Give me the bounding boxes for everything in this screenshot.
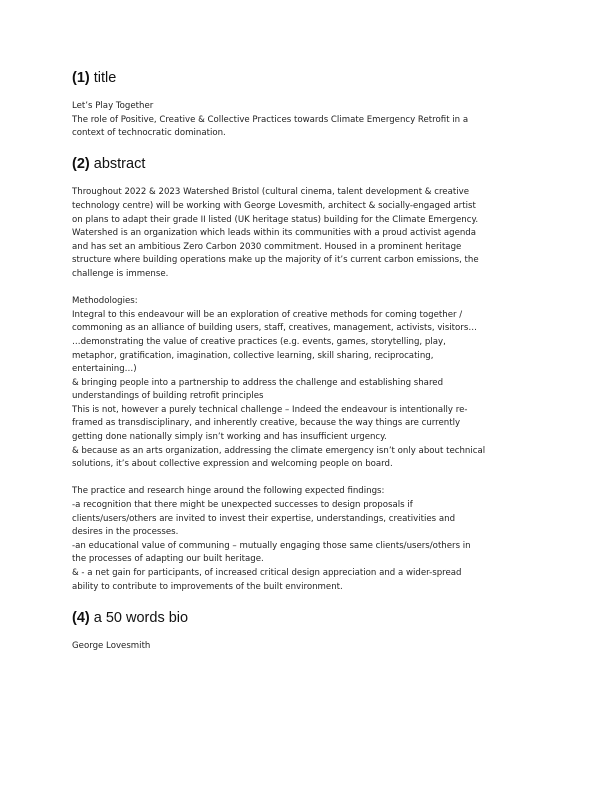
text-line: ability to contribute to improvements of the built environment.: [72, 581, 343, 592]
paragraph: [72, 186, 540, 281]
text-line: clients/users/others are invited to invest their expertise, understandings, creativities and: [72, 513, 456, 524]
text-line: desires in the processes.: [72, 527, 179, 538]
text-line: Watershed is an organization which leads within its communities with a proud activist agenda: [72, 228, 477, 239]
paragraph: [72, 295, 540, 472]
text-line: technology centre) will be working with George Lovesmith, architect & socially-engaged artist: [72, 200, 476, 211]
text-line: The role of Positive, Creative & Collective Practices towards Climate Emergency Retrofit in a: [72, 114, 469, 125]
section-heading: [72, 608, 540, 628]
text-line: context of technocratic domination.: [72, 128, 226, 139]
section-heading: [72, 154, 540, 174]
text-line: entertaining…): [72, 364, 137, 375]
text-line: commoning as an alliance of building users, staff, creatives, management, activists, visitors…: [72, 323, 477, 334]
section-number: (2): [72, 156, 90, 173]
text-line: understandings of building retrofit principles: [72, 391, 264, 402]
section-heading-text: abstract: [93, 156, 146, 173]
section-number: (4): [72, 609, 90, 626]
text-line: & - a net gain for participants, of increased critical design appreciation and a wider-spread: [72, 568, 462, 578]
text-line: getting done nationally simply isn’t working and has insufficient urgency.: [72, 432, 387, 443]
text-line: challenge is immense.: [72, 268, 169, 279]
document-content: [72, 68, 540, 667]
text-line: George Lovesmith: [72, 640, 151, 651]
section-number: (1): [72, 70, 90, 86]
text-line: and has set an ambitious Zero Carbon 2030 commitment. Housed in a prominent heritage: [72, 241, 462, 252]
paragraph: [72, 485, 540, 594]
text-line: solutions, it’s about collective expression and welcoming people on board.: [72, 459, 393, 470]
section-title: [72, 68, 540, 141]
text-line: This is not, however a purely technical challenge – Indeed the endeavour is intentionally re-: [72, 404, 468, 415]
text-line: The practice and research hinge around the following expected findings:: [72, 486, 385, 497]
text-line: structure where building operations make up the majority of it’s current carbon emissions, the: [72, 255, 479, 266]
text-line: the processes of adapting our built heritage.: [72, 554, 264, 565]
section-heading-text: title: [93, 70, 117, 86]
text-line: Integral to this endeavour will be an exploration of creative methods for coming together /: [72, 309, 463, 320]
paragraph: [72, 100, 540, 141]
paragraph: [72, 640, 540, 654]
text-line: …demonstrating the value of creative practices (e.g. events, games, storytelling, play,: [72, 336, 446, 347]
text-line: -an educational value of communing – mutually engaging those same clients/users/others in: [72, 540, 471, 551]
section-bio: [72, 608, 540, 654]
text-line: metaphor, gratification, imagination, collective learning, skill sharing, reciprocating,: [72, 350, 434, 361]
text-line: framed as transdisciplinary, and inherently creative, because the way things are currently: [72, 418, 461, 429]
text-line: Let’s Play Together: [72, 101, 154, 111]
text-line: & bringing people into a partnership to address the challenge and establishing shared: [72, 377, 444, 388]
text-line: Throughout 2022 & 2023 Watershed Bristol (cultural cinema, talent development & creative: [72, 187, 469, 198]
text-line: on plans to adapt their grade II listed (UK heritage status) building for the Climate Emergency.: [72, 214, 479, 225]
text-line: & because as an arts organization, addressing the climate emergency isn’t only about technical: [72, 445, 486, 456]
section-heading: [72, 68, 540, 88]
section-abstract: [72, 154, 540, 594]
text-line: Methodologies:: [72, 296, 138, 307]
text-line: -a recognition that there might be unexpected successes to design proposals if: [72, 500, 413, 511]
section-heading-text: a 50 words bio: [93, 609, 189, 626]
